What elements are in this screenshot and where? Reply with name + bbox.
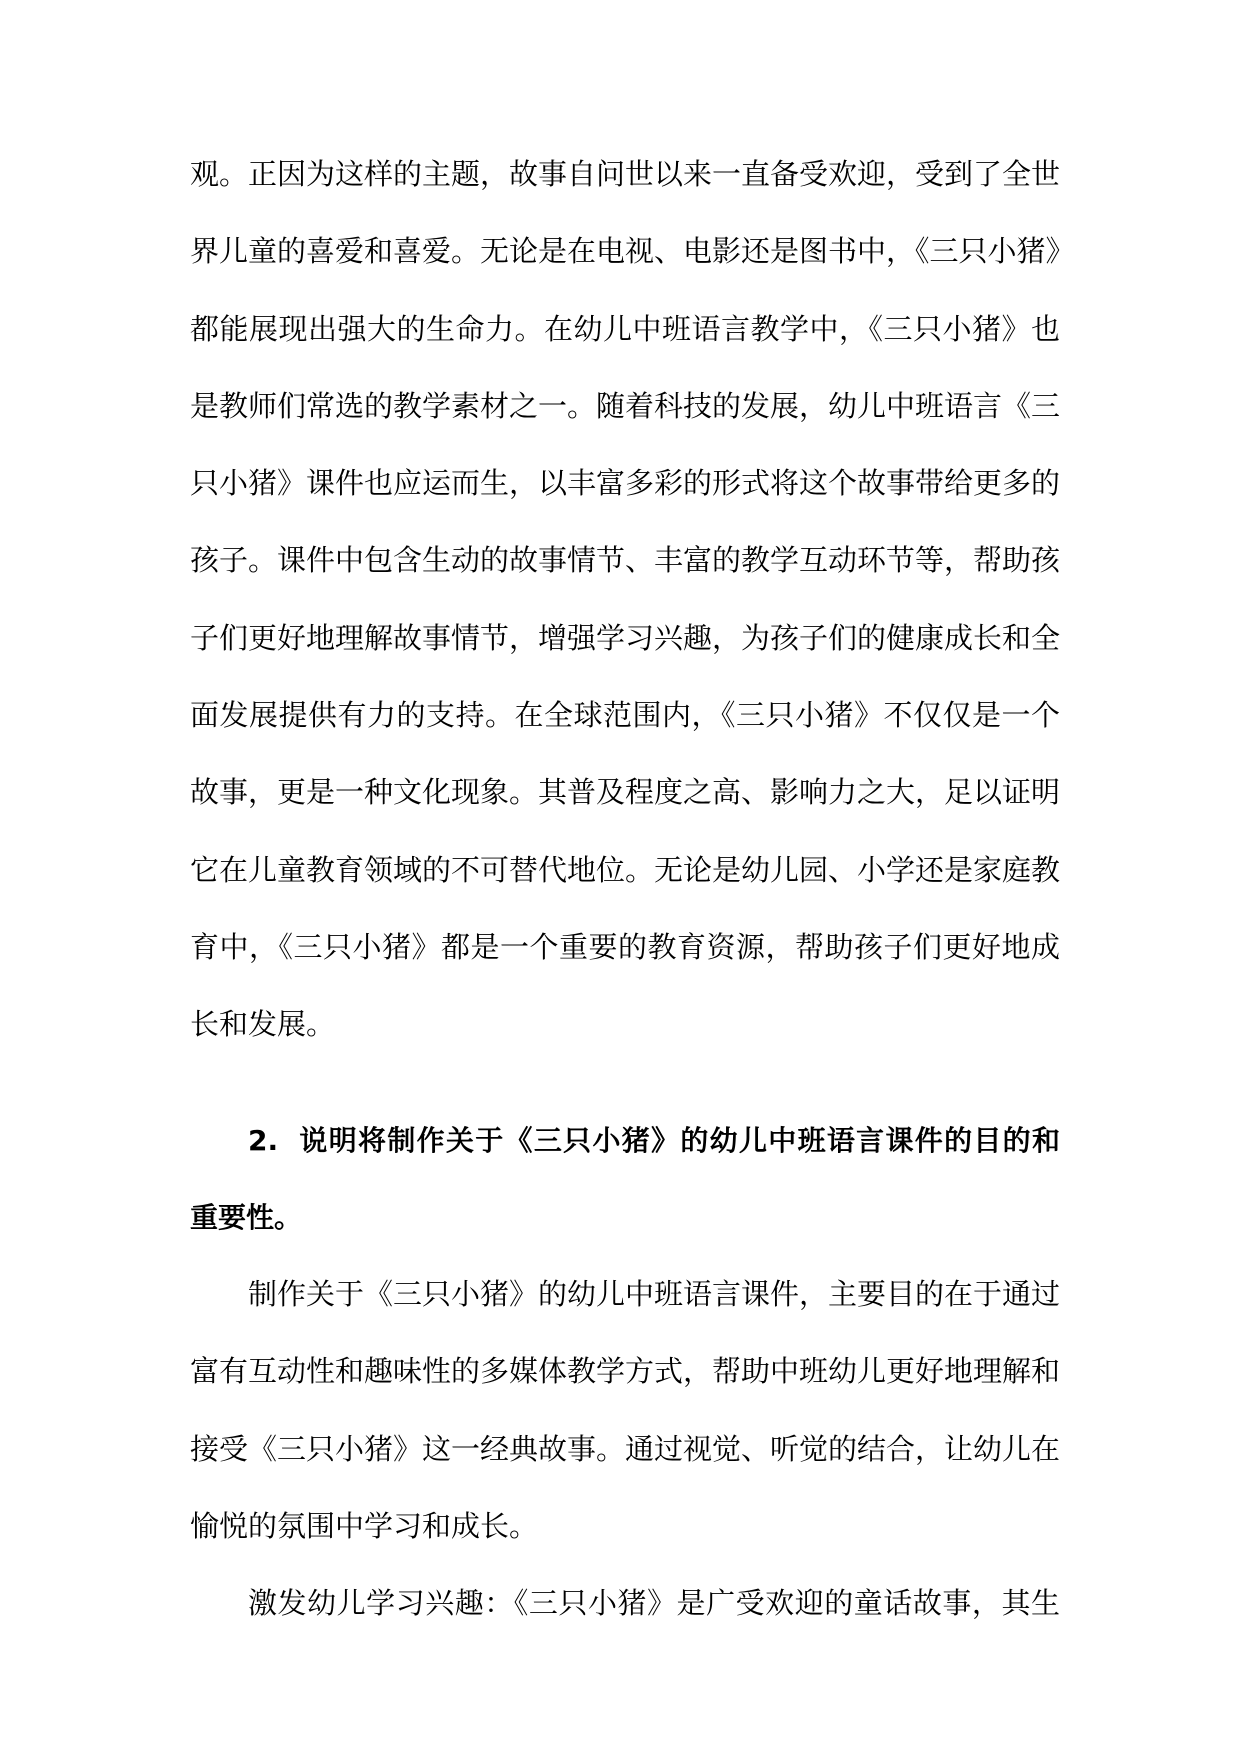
heading-text: 说明将制作关于《三只小猪》的幼儿中班语言课件的目的和 <box>298 1123 1060 1157</box>
text-line: 只小猪》课件也应运而生，以丰富多彩的形式将这个故事带给更多的 <box>190 466 1061 501</box>
text-line: 故事，更是一种文化现象。其普及程度之高、影响力之大，足以证明 <box>190 775 1061 810</box>
section-spacer <box>190 1064 1060 1102</box>
text-line: 孩子。课件中包含生动的故事情节、丰富的教学互动环节等，帮助孩 <box>190 543 1061 578</box>
text-line: 激发幼儿学习兴趣：《三只小猪》是广受欢迎的童话故事，其生 <box>248 1586 1060 1621</box>
text-line: 接受《三只小猪》这一经典故事。通过视觉、听觉的结合，让幼儿在 <box>190 1431 1061 1466</box>
section-heading <box>190 1102 1060 1257</box>
text-line: 是教师们常选的教学素材之一。随着科技的发展，幼儿中班语言《三 <box>190 388 1061 423</box>
text-line: 它在儿童教育领域的不可替代地位。无论是幼儿园、小学还是家庭教 <box>190 852 1061 887</box>
text-line: 富有互动性和趣味性的多媒体教学方式，帮助中班幼儿更好地理解和 <box>190 1354 1061 1389</box>
paragraph-interest <box>190 1565 1060 1642</box>
heading-line: 重要性。 <box>190 1200 303 1234</box>
text-line: 长和发展。 <box>190 1007 336 1042</box>
heading-number: 2. <box>248 1123 279 1157</box>
paragraph-story-popularity <box>190 136 1075 1064</box>
text-line: 界儿童的喜爱和喜爱。无论是在电视、电影还是图书中，《三只小猪》 <box>190 234 1075 269</box>
text-line: 育中，《三只小猪》都是一个重要的教育资源，帮助孩子们更好地成 <box>190 929 1060 964</box>
heading-line <box>190 1102 1060 1179</box>
text-line: 子们更好地理解故事情节，增强学习兴趣，为孩子们的健康成长和全 <box>190 620 1061 655</box>
text-line: 愉悦的氛围中学习和成长。 <box>190 1509 539 1544</box>
text-line: 制作关于《三只小猪》的幼儿中班语言课件，主要目的在于通过 <box>248 1277 1061 1312</box>
document-page <box>190 136 1075 1643</box>
paragraph-courseware-purpose <box>190 1256 1060 1565</box>
text-line: 面发展提供有力的支持。在全球范围内，《三只小猪》不仅仅是一个 <box>190 698 1060 733</box>
text-line: 都能展现出强大的生命力。在幼儿中班语言教学中，《三只小猪》也 <box>190 311 1060 346</box>
text-line: 观。正因为这样的主题，故事自问世以来一直备受欢迎，受到了全世 <box>190 157 1061 191</box>
